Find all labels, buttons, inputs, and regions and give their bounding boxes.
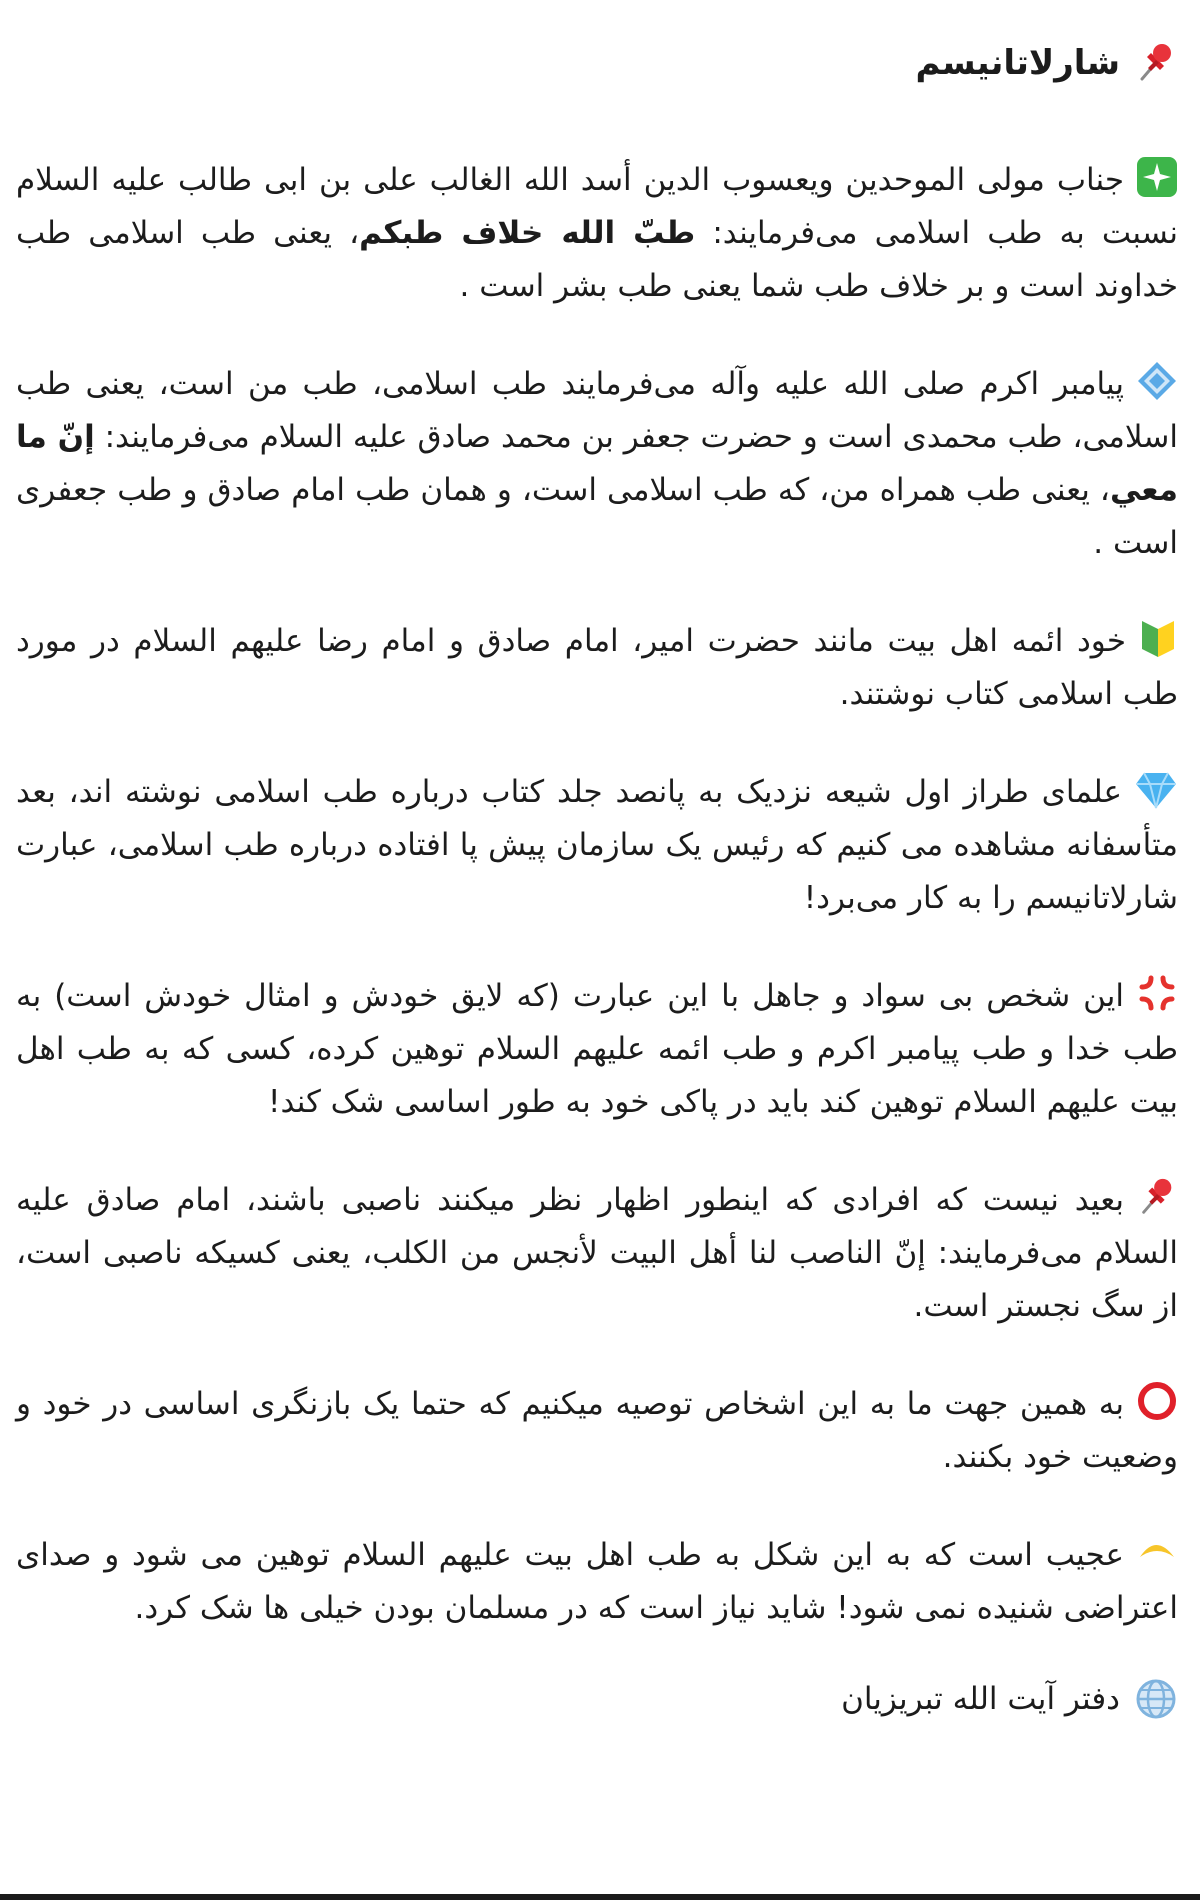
red-circle-icon — [1136, 1380, 1178, 1422]
pushpin-icon — [1134, 41, 1178, 85]
paragraph-1-bold: طبّ الله خلاف طبکم — [359, 215, 696, 251]
diamond-shape-with-dot-icon — [1136, 360, 1178, 402]
paragraph-6-text: بعید نیست که افرادی که اینطور اظهار نظر میکنند ناصبی باشند، امام صادق علیه السلام می‌فرمایند: إنّ الناصب لنا أهل البیت لأنجس من الکلب، یعنی کسیکه ناصبی است، از سگ نجستر است. — [16, 1182, 1178, 1324]
gem-icon — [1134, 770, 1178, 810]
paragraph-1-tail: ، یعنی طب اسلامی طب خداوند است و بر خلاف طب شما یعنی طب بشر است . — [16, 215, 1178, 304]
bottom-edge-bar — [0, 1894, 1200, 1900]
paragraph-2-text: پیامبر اکرم صلی الله علیه وآله می‌فرمایند طب اسلامی، طب من است، یعنی طب اسلامی، طب محمدی است و حضرت جعفر بن محمد صادق علیه السلام می‌فرمایند: — [16, 366, 1178, 455]
globe-icon — [1134, 1677, 1178, 1721]
paragraph-3-text: خود ائمه اهل بیت مانند حضرت امیر، امام صادق و امام رضا علیهم السلام در مورد طب اسلامی کتاب نوشتند. — [16, 623, 1178, 712]
sparkle-square-icon — [1136, 156, 1178, 198]
title-row — [16, 24, 1178, 102]
paragraph-2-tail: ، یعنی طب همراه من، که طب اسلامی است، و همان طب امام صادق و طب جعفری است . — [16, 472, 1178, 561]
paragraph-5-text: این شخص بی سواد و جاهل با این عبارت (که لایق خودش و امثال خودش است) به طب خدا و طب پیامبر اکرم و طب ائمه علیهم السلام توهین کرده، کسی که به طب اهل بیت علیهم السلام توهین کند باید در پاکی خود به طور اساسی شک کند! — [16, 978, 1178, 1120]
page-title: شارلاتانیسم — [915, 43, 1120, 83]
paragraph-6 — [16, 1174, 1178, 1333]
footer — [16, 1677, 1178, 1721]
beginner-badge-icon — [1138, 617, 1178, 659]
paragraph-5 — [16, 970, 1178, 1129]
paragraph-8 — [16, 1529, 1178, 1635]
paragraph-3 — [16, 615, 1178, 721]
paragraph-2-bold: إنّ ما معي — [16, 419, 1178, 508]
paragraph-4 — [16, 766, 1178, 925]
paragraph-7 — [16, 1378, 1178, 1484]
paragraph-8-text: عجیب است که به این شکل به طب اهل بیت علیهم السلام توهین می شود و صدای اعتراضی شنیده نمی شود! شاید نیاز است که در مسلمان بودن خیلی ها شک کرد. — [16, 1537, 1178, 1626]
paragraph-1-text: جناب مولی الموحدین ویعسوب الدین أسد الله الغالب علی بن ابی طالب علیه السلام نسبت به طب اسلامی می‌فرمایند: — [16, 162, 1179, 251]
paragraph-4-text: علمای طراز اول شیعه نزدیک به پانصد جلد کتاب درباره طب اسلامی نوشته اند، بعد متأسفانه مشاهده می کنیم که رئیس یک سازمان پیش پا افتاده درباره طب اسلامی، عبارت شارلاتانیسم را به کار می‌برد! — [16, 774, 1178, 916]
crescent-moon-icon — [1136, 1531, 1178, 1573]
paragraph-2 — [16, 358, 1178, 570]
paragraph-1 — [16, 154, 1178, 313]
pushpin-icon — [1136, 1176, 1178, 1218]
anger-symbol-icon — [1136, 972, 1178, 1014]
paragraph-7-text: به همین جهت ما به این اشخاص توصیه میکنیم که حتما یک بازنگری اساسی در خود و وضعیت خود بکنند. — [16, 1386, 1178, 1475]
footer-text: دفتر آیت الله تبریزیان — [841, 1681, 1120, 1717]
